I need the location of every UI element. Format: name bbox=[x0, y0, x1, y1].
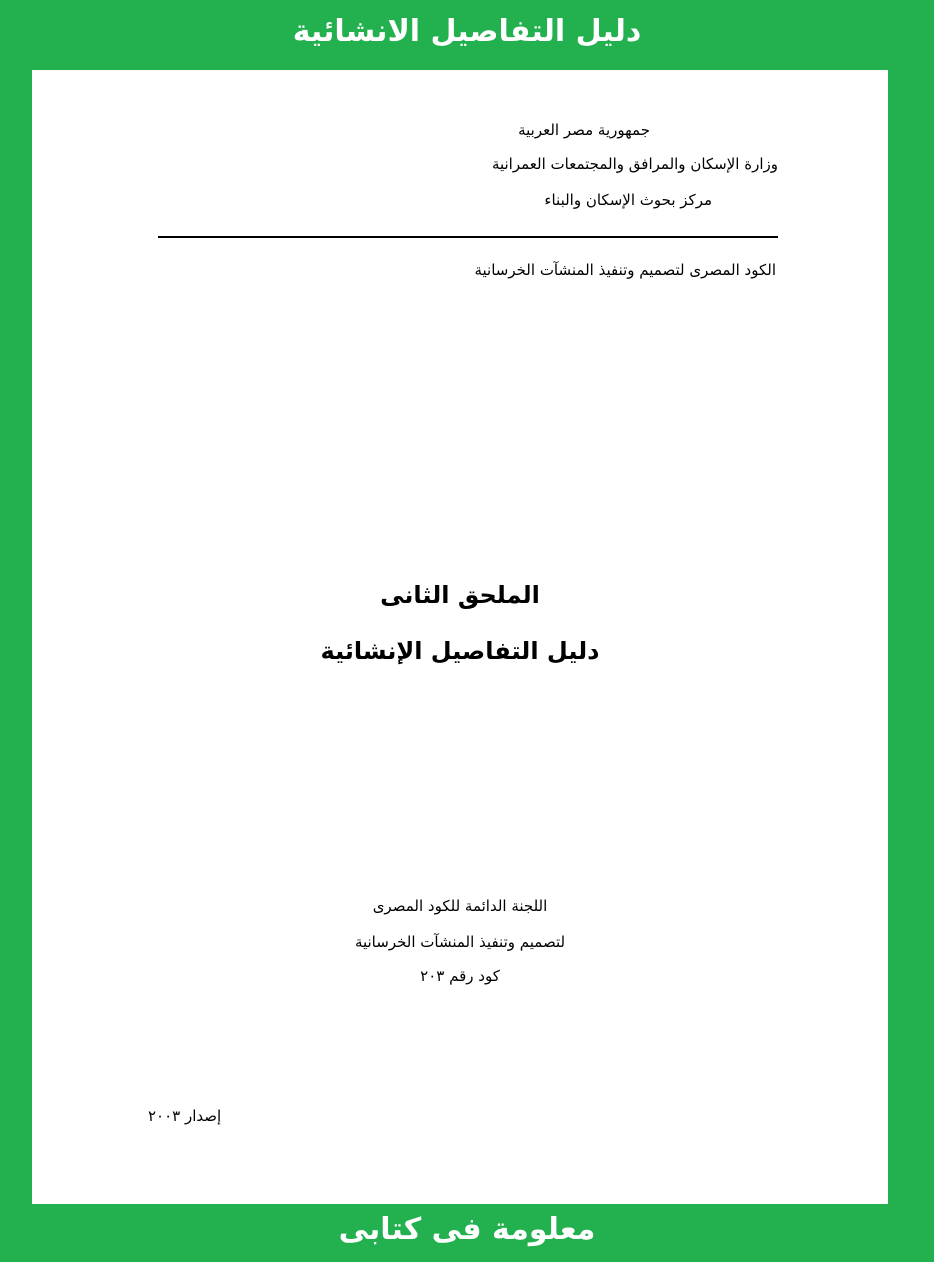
code-name: الكود المصرى لتصميم وتنفيذ المنشآت الخرسانية bbox=[474, 261, 776, 279]
edition-year: إصدار ٢٠٠٣ bbox=[148, 1107, 222, 1125]
code-number: كود رقم ٢٠٣ bbox=[420, 967, 500, 985]
header-divider bbox=[158, 236, 778, 238]
committee-line-2: لتصميم وتنفيذ المنشآت الخرسانية bbox=[354, 933, 566, 951]
bottom-banner-caption: معلومة فى كتابى bbox=[338, 1212, 596, 1247]
header-country: جمهورية مصر العربية bbox=[518, 121, 650, 139]
committee-line-1: اللجنة الدائمة للكود المصرى bbox=[372, 897, 548, 915]
header-ministry: وزارة الإسكان والمرافق والمجتمعات العمرانية bbox=[491, 155, 778, 173]
document-page bbox=[32, 70, 888, 1204]
appendix-title: الملحق الثانى bbox=[380, 581, 540, 609]
header-research-center: مركز بحوث الإسكان والبناء bbox=[544, 191, 712, 209]
guide-title: دليل التفاصيل الإنشائية bbox=[320, 637, 600, 665]
top-banner-title: دليل التفاصيل الانشائية bbox=[292, 14, 642, 49]
